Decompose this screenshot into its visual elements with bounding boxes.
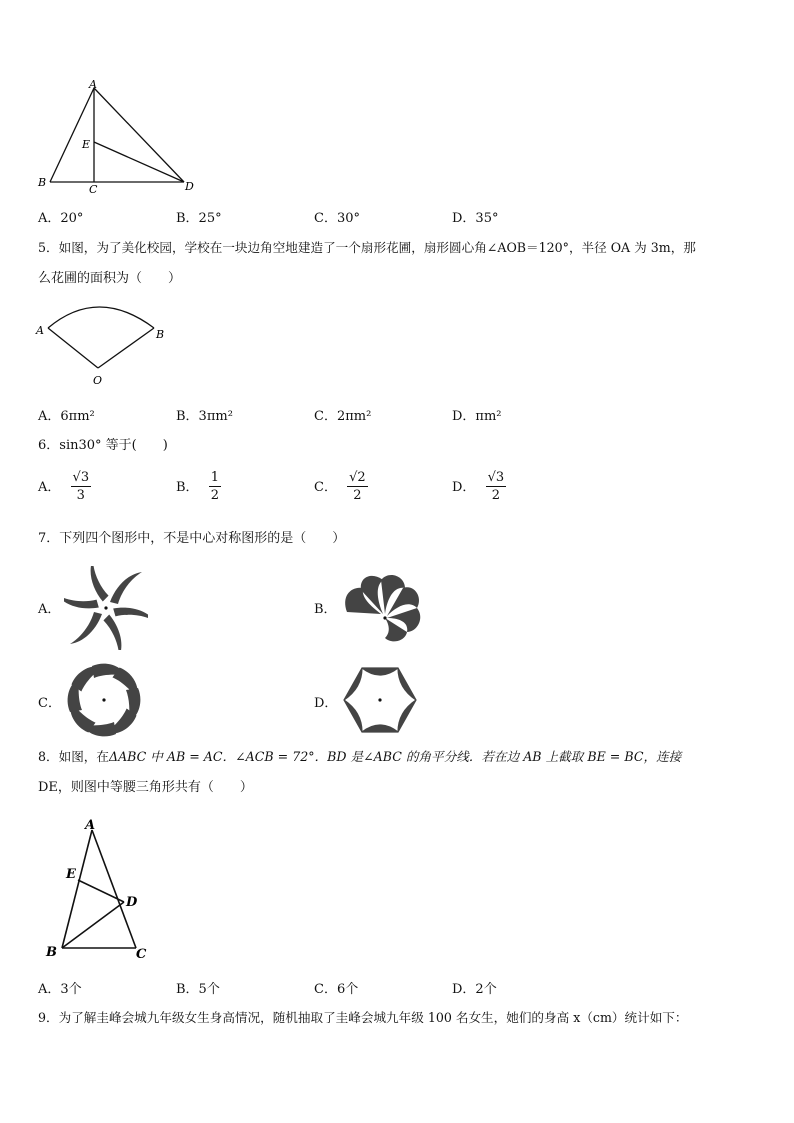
q5-option-b: B．3πm² (176, 409, 233, 424)
q8-stem-line2: DE，则图中等腰三角形共有（ ） (38, 780, 253, 795)
q6-stem: 6．sin30° 等于( ) (38, 438, 168, 453)
q5-stem-line2: 么花圃的面积为（ ） (38, 271, 182, 286)
q8-label-E: E (66, 867, 76, 882)
q7-stem: 7．下列四个图形中，不是中心对称图形的是（ ） (38, 531, 346, 546)
q5-stem-line1: 5．如图，为了美化校园，学校在一块边角空地建造了一个扇形花圃，扇形圆心角∠AOB＝120°，半径 OA 为 3m，那 (38, 240, 696, 255)
q6-option-a-denominator: 3 (76, 488, 85, 503)
q9-stem: 9．为了解圭峰会城九年级女生身高情况，随机抽取了圭峰会城九年级 100 名女生，她们的身高 x（cm）统计如下： (38, 1010, 688, 1025)
q6-option-a (38, 470, 91, 505)
q4-option-b: B．25° (176, 211, 222, 226)
q6-option-b-letter: B． (176, 480, 199, 495)
q6-option-a-fraction (71, 470, 92, 505)
q5-label-A: A (36, 324, 44, 337)
q7-option-a-label: A． (38, 602, 61, 617)
q5-label-B: B (156, 328, 165, 341)
q4-option-a: A．20° (38, 211, 84, 226)
q8-triangle-figure (40, 814, 160, 966)
q8-option-d: D．2个 (452, 982, 497, 997)
q6-option-b-fraction (209, 470, 221, 505)
q7-option-c-label: C． (38, 696, 61, 711)
q8-label-C: C (136, 947, 147, 962)
q6-option-c (314, 470, 368, 505)
q7-option-d-hexagon-figure (340, 662, 420, 738)
q4-triangle-figure (30, 76, 210, 196)
q6-option-b-denominator: 2 (210, 488, 219, 503)
q4-label-C: C (89, 183, 98, 196)
q4-option-c: C．30° (314, 211, 360, 226)
q6-option-b-numerator: 1 (210, 470, 219, 485)
q7-option-a-pinwheel-figure (64, 566, 148, 650)
q6-option-c-numerator: √2 (349, 470, 366, 485)
q6-option-d (452, 470, 506, 505)
q6-option-d-fraction (486, 470, 507, 505)
q6-option-d-numerator: √3 (487, 470, 505, 485)
q6-option-a-numerator: √3 (72, 470, 90, 485)
q5-option-a: A．6πm² (38, 409, 95, 424)
q4-label-B: B (38, 176, 47, 189)
q6-option-c-fraction (347, 470, 368, 505)
q8-label-D: D (126, 895, 138, 910)
q7-option-c-ring-figure (64, 660, 144, 740)
q6-option-d-letter: D． (452, 480, 476, 495)
q6-option-c-denominator: 2 (353, 488, 362, 503)
q6-option-b (176, 470, 221, 505)
q6-option-d-denominator: 2 (491, 488, 500, 503)
q8-option-b: B．5个 (176, 982, 220, 997)
q4-label-E: E (82, 138, 91, 151)
q5-option-d: D．πm² (452, 409, 502, 424)
q6-option-a-letter: A． (38, 480, 61, 495)
q5-option-c: C．2πm² (314, 409, 372, 424)
q8-stem-math: ΔABC 中 AB = AC．∠ACB = 72°．BD 是∠ABC 的角平分线．若在边 AB 上截取 BE = BC，连接 (108, 749, 682, 764)
q8-stem-prefix: 8．如图，在 (38, 749, 109, 764)
q5-sector-figure (30, 298, 180, 390)
q7-option-d-label: D． (314, 696, 338, 711)
q4-label-A: A (89, 78, 97, 91)
q6-option-c-letter: C． (314, 480, 337, 495)
q7-option-b-fan-figure (338, 572, 424, 642)
q8-stem-line1 (38, 741, 681, 773)
q8-label-B: B (46, 945, 57, 960)
q8-option-a: A．3个 (38, 982, 82, 997)
q8-option-c: C．6个 (314, 982, 359, 997)
q7-option-b-label: B． (314, 602, 337, 617)
q8-label-A: A (85, 818, 96, 833)
q4-label-D: D (185, 180, 194, 193)
q5-label-O: O (93, 374, 103, 387)
q4-option-d: D．35° (452, 211, 499, 226)
